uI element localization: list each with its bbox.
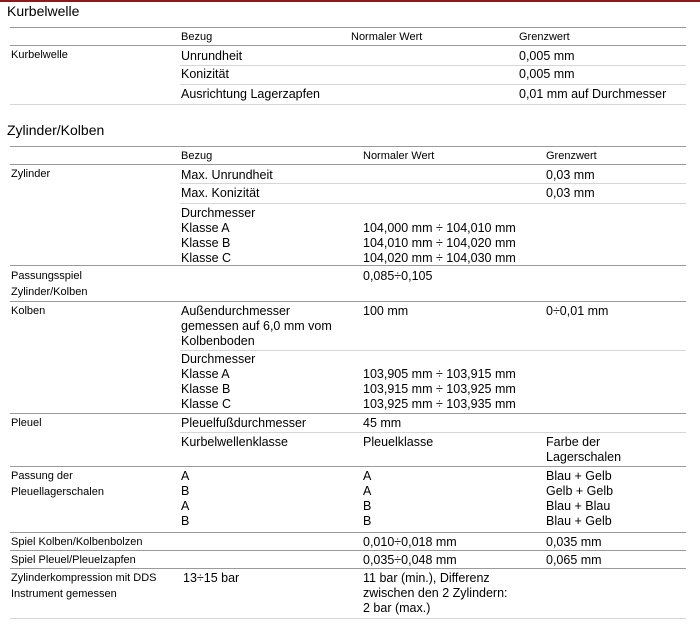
row-label-passung-pleuellagerschalen: Passung der Pleuellagerschalen xyxy=(11,470,104,498)
sub-rule xyxy=(180,350,686,351)
table-cell-bezug: Unrundheit xyxy=(181,49,243,63)
row-label-spiel-pleuel: Spiel Pleuel/Pleuelzapfen xyxy=(11,554,136,566)
table-cell-durchmesser-werte: 103,905 mm ÷ 103,915 mm 103,915 mm ÷ 103,925 mm 103,925 mm ÷ 103,935 mm xyxy=(363,367,516,411)
sub-rule xyxy=(180,203,686,204)
row-label-pleuel: Pleuel xyxy=(11,417,42,429)
subheader-farbe-der-lagerschalen: Farbe der Lagerschalen xyxy=(546,435,622,464)
table-top-rule xyxy=(10,146,686,147)
table-cell-normaler-wert: 0,085÷0,105 xyxy=(363,269,433,283)
table-cell-normaler-wert: 45 mm xyxy=(363,416,402,430)
table-cell-pleuelklasse: A A B B xyxy=(363,469,372,528)
table-cell-normaler-wert: 0,035÷0,048 mm xyxy=(363,553,457,567)
table-cell-bezug: Außendurchmesser gemessen auf 6,0 mm vom Kolbenboden xyxy=(181,304,332,348)
table-cell-durchmesser-werte: 104,000 mm ÷ 104,010 mm 104,010 mm ÷ 104,020 mm 104,020 mm ÷ 104,030 mm xyxy=(363,221,516,265)
table-cell-grenzwert: 0,005 mm xyxy=(519,49,575,63)
row-label-kolben: Kolben xyxy=(11,305,46,317)
table-cell-grenzwert: 0,03 mm xyxy=(546,168,595,182)
column-header-grenzwert: Grenzwert xyxy=(546,150,597,162)
table-bottom-rule xyxy=(10,104,686,105)
row-rule xyxy=(10,301,686,302)
table-top-rule xyxy=(10,27,686,28)
row-rule xyxy=(10,550,686,551)
row-rule xyxy=(10,265,686,266)
table-cell-bezug: Ausrichtung Lagerzapfen xyxy=(181,87,320,101)
table-cell-bezug: Pleuelfußdurchmesser xyxy=(181,416,307,430)
table-cell-bezug: 13÷15 bar xyxy=(183,571,240,585)
subheader-kurbelwellenklasse: Kurbelwellenklasse xyxy=(181,435,289,449)
table-cell-normaler-wert: 11 bar (min.), Differenz zwischen den 2 Zylindern: 2 bar (max.) xyxy=(363,571,508,615)
section-title-kurbelwelle: Kurbelwelle xyxy=(7,3,80,19)
table-cell-bezug: Max. Unrundheit xyxy=(181,168,273,182)
column-header-normaler-wert: Normaler Wert xyxy=(351,31,423,43)
table-cell-grenzwert: 0,01 mm auf Durchmesser xyxy=(519,87,667,101)
table-cell-grenzwert: 0÷0,01 mm xyxy=(546,304,609,318)
row-label-kurbelwelle: Kurbelwelle xyxy=(11,49,68,61)
table-cell-bezug: Konizität xyxy=(181,67,229,81)
table-cell-normaler-wert: 100 mm xyxy=(363,304,409,318)
sub-rule xyxy=(180,183,686,184)
row-label-spiel-kolben: Spiel Kolben/Kolbenbolzen xyxy=(11,536,143,548)
table-cell-grenzwert: 0,065 mm xyxy=(546,553,602,567)
table-cell-durchmesser-klassen: Durchmesser Klasse A Klasse B Klasse C xyxy=(181,206,256,265)
table-cell-grenzwert: 0,035 mm xyxy=(546,535,602,549)
row-label-zylinder: Zylinder xyxy=(11,168,51,180)
row-rule xyxy=(10,413,686,414)
row-rule xyxy=(10,164,686,165)
row-rule xyxy=(10,568,686,569)
row-rule xyxy=(10,466,686,467)
row-rule xyxy=(10,532,686,533)
column-header-bezug: Bezug xyxy=(181,150,213,162)
table-cell-bezug: Max. Konizität xyxy=(181,186,260,200)
sub-rule xyxy=(180,65,686,66)
column-header-grenzwert: Grenzwert xyxy=(519,31,570,43)
row-rule xyxy=(10,45,686,46)
column-header-normaler-wert: Normaler Wert xyxy=(363,150,435,162)
sub-rule xyxy=(180,432,686,433)
column-header-bezug: Bezug xyxy=(181,31,213,43)
row-label-passungsspiel: Passungsspiel Zylinder/Kolben xyxy=(11,270,88,298)
section-title-zylinder-kolben: Zylinder/Kolben xyxy=(7,122,105,138)
row-label-zylinderkompression: Zylinderkompression mit DDS Instrument gemessen xyxy=(11,572,157,600)
sub-rule xyxy=(180,84,686,85)
table-cell-durchmesser-klassen: Durchmesser Klasse A Klasse B Klasse C xyxy=(181,352,256,411)
top-accent-bar xyxy=(0,0,700,2)
table-cell-grenzwert: 0,005 mm xyxy=(519,67,575,81)
table-cell-grenzwert: 0,03 mm xyxy=(546,186,595,200)
table-cell-farbe: Blau + Gelb Gelb + Gelb Blau + Blau Blau + Gelb xyxy=(546,469,614,528)
subheader-pleuelklasse: Pleuelklasse xyxy=(363,435,434,449)
table-bottom-rule xyxy=(10,618,686,619)
table-cell-normaler-wert: 0,010÷0,018 mm xyxy=(363,535,457,549)
table-cell-kurbelwellenklasse: A B A B xyxy=(181,469,190,528)
